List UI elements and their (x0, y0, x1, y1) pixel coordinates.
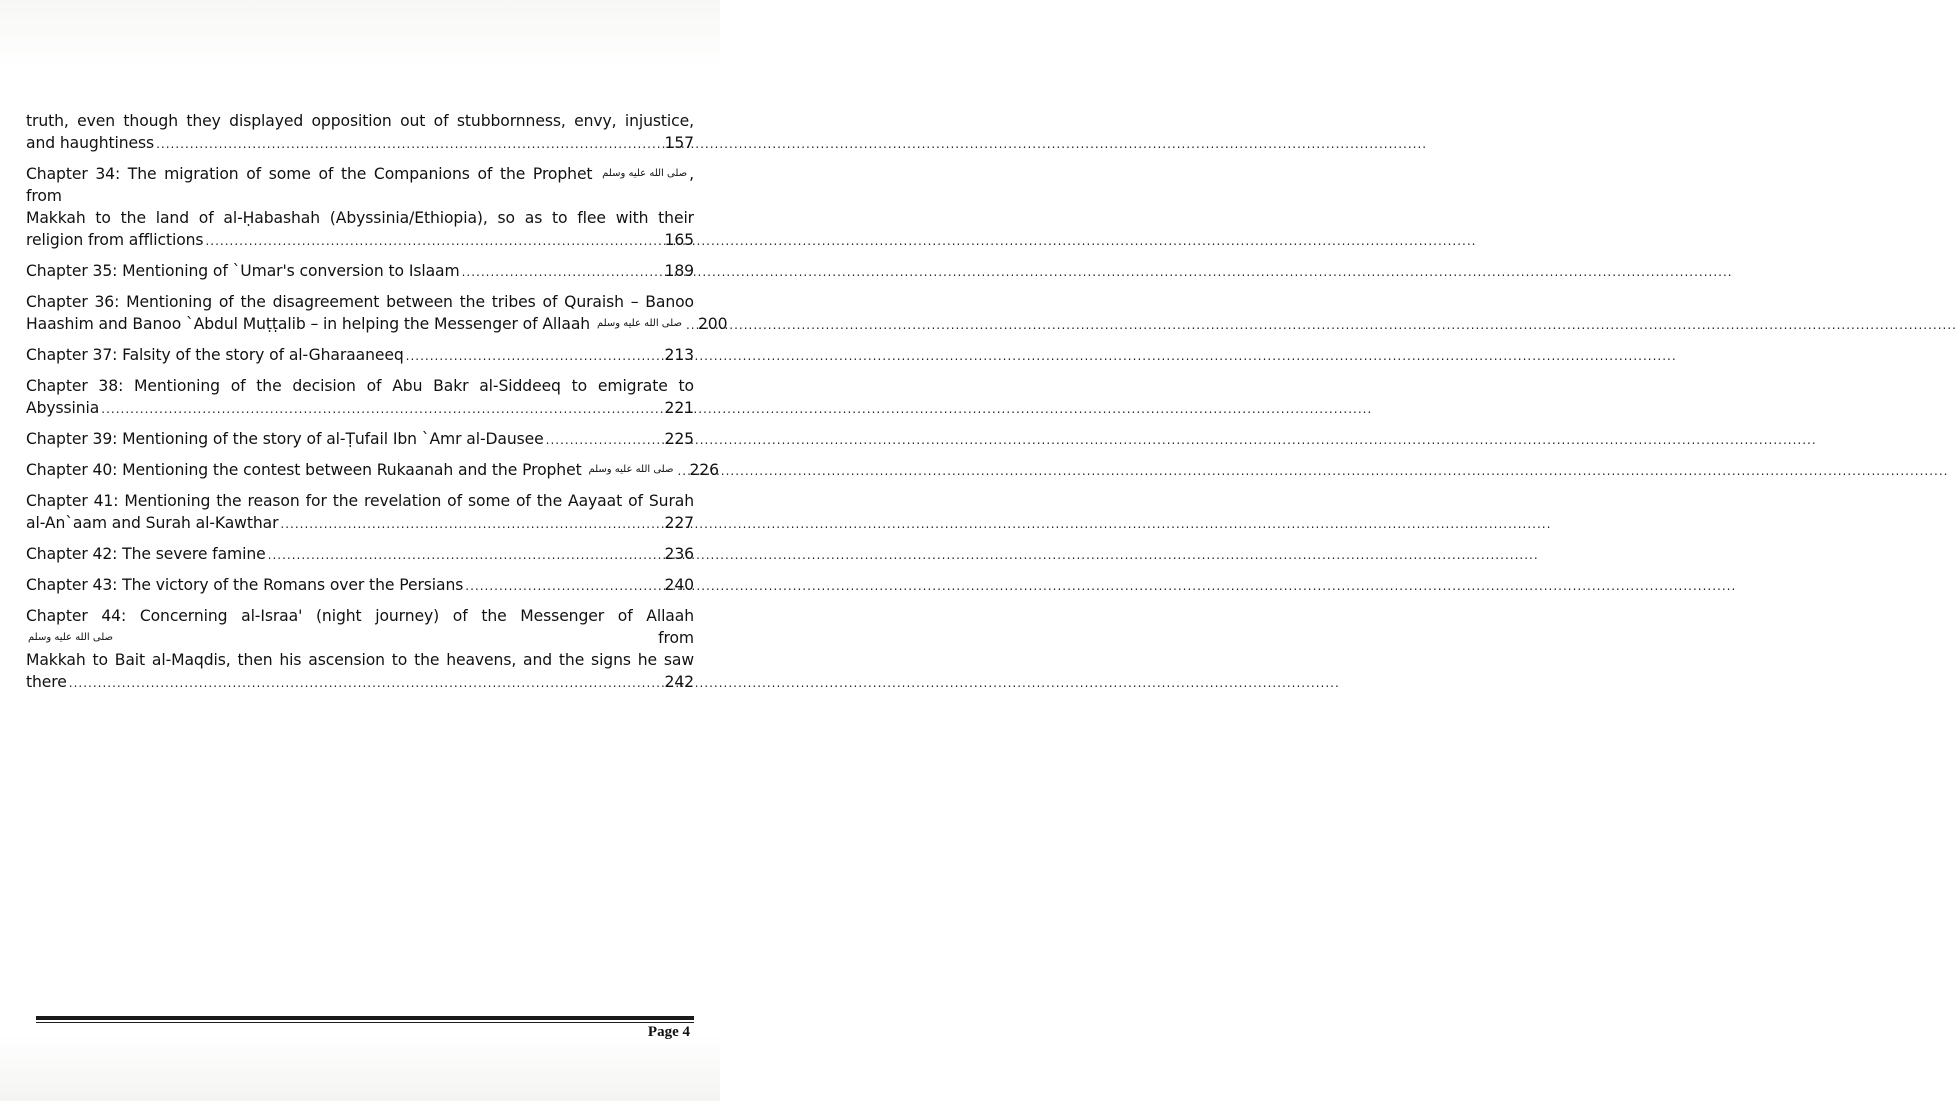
toc-page-number: 236 (664, 545, 694, 563)
dot-leader (546, 429, 663, 451)
toc-entry-final-line (26, 229, 694, 252)
toc-entry (26, 490, 694, 535)
toc-entry-line: Chapter 38: Mentioning of the decision of Abu Bakr al-Siddeeq to emigrate to (26, 377, 694, 395)
toc-entry-final-line (26, 344, 694, 367)
toc-entry-title: and haughtiness (26, 134, 155, 152)
toc-entry (26, 428, 694, 451)
dot-leader (69, 672, 663, 694)
toc-entry (26, 605, 694, 694)
toc-entry-title: Haashim and Banoo `Abdul Muṭṭalib – in helping the Messenger of Allaah صلى الله عليه وسلم (26, 315, 682, 333)
dot-leader (686, 314, 696, 336)
toc-entry (26, 574, 694, 597)
toc-entry (26, 260, 694, 283)
toc-entry-line: Chapter 34: The migration of some of the Companions of the Prophet صلى الله عليه وسلم , from (26, 165, 694, 205)
toc-page-number: 242 (664, 673, 694, 691)
toc-page-number: 213 (664, 346, 694, 364)
salutation-glyph: صلى الله عليه وسلم (28, 632, 113, 643)
toc-page-number: 226 (689, 461, 719, 479)
toc-entry-title: there (26, 673, 67, 691)
table-of-contents (26, 110, 728, 702)
toc-entry (26, 163, 694, 252)
toc-page-number: 221 (664, 399, 694, 417)
page-number: Page 4 (647, 1024, 690, 1040)
toc-entry (26, 291, 728, 336)
toc-entry-title: Chapter 39: Mentioning of the story of al-Ṭufail Ibn `Amr al-Dausee (26, 430, 544, 448)
toc-entry-title: Abyssinia (26, 399, 100, 417)
toc-page-number: 240 (664, 576, 694, 594)
dot-leader (268, 544, 663, 566)
toc-page-number: 165 (664, 231, 694, 249)
toc-entry-final-line (26, 543, 694, 566)
toc-entry-final-line (26, 397, 694, 420)
toc-entry-title: Chapter 43: The victory of the Romans over the Persians (26, 576, 464, 594)
toc-entry (26, 375, 694, 420)
toc-entry-final-line (26, 428, 694, 451)
dot-leader (280, 513, 662, 535)
footer-rule-thin (36, 1022, 694, 1023)
toc-page-number: 200 (697, 315, 728, 333)
toc-entry-title: Chapter 42: The severe famine (26, 545, 266, 563)
salutation-glyph: صلى الله عليه وسلم (596, 318, 682, 329)
document-page (0, 0, 728, 1101)
toc-entry-line: truth, even though they displayed opposition out of stubbornness, envy, injustice, (26, 112, 694, 130)
dot-leader (205, 230, 662, 252)
toc-entry (26, 459, 719, 482)
toc-entry-final-line (26, 459, 719, 482)
toc-entry-final-line (26, 512, 694, 535)
toc-entry-title: al-An`aam and Surah al-Kawthar (26, 514, 279, 532)
toc-entry-line: Chapter 41: Mentioning the reason for the revelation of some of the Aayaat of Surah (26, 492, 694, 510)
dot-leader (677, 460, 687, 482)
toc-entry (26, 543, 694, 566)
toc-entry (26, 344, 694, 367)
toc-entry-title: religion from afflictions (26, 231, 204, 249)
toc-entry-final-line (26, 574, 694, 597)
toc-entry-line: Chapter 44: Concerning al-Israa' (night journey) of the Messenger of Allaah صلى الله عليه وسلم from (26, 607, 694, 647)
toc-page-number: 225 (664, 430, 694, 448)
toc-entry-line: Makkah to Bait al-Maqdis, then his ascension to the heavens, and the signs he saw (26, 651, 694, 669)
toc-entry-title: Chapter 37: Falsity of the story of al-Gharaaneeq (26, 346, 404, 364)
toc-entry-line: Chapter 36: Mentioning of the disagreement between the tribes of Quraish – Banoo (26, 293, 694, 311)
toc-entry-final-line (26, 313, 728, 336)
salutation-glyph: صلى الله عليه وسلم (602, 168, 688, 179)
footer-rule (36, 1016, 694, 1020)
toc-page-number: 189 (664, 262, 694, 280)
toc-entry-final-line (26, 260, 694, 283)
toc-entry-title: Chapter 35: Mentioning of `Umar's conversion to Islaam (26, 262, 460, 280)
toc-entry-line: Makkah to the land of al-Ḥabashah (Abyssinia/Ethiopia), so as to flee with their (26, 209, 694, 227)
toc-entry-final-line (26, 671, 694, 694)
toc-entry (26, 110, 694, 155)
toc-page-number: 157 (664, 134, 694, 152)
dot-leader (101, 398, 662, 420)
dot-leader (156, 133, 662, 155)
toc-entry-title: Chapter 40: Mentioning the contest between Rukaanah and the Prophet صلى الله عليه وسلم (26, 461, 674, 479)
dot-leader (462, 261, 663, 283)
dot-leader (406, 345, 663, 367)
dot-leader (465, 575, 662, 597)
toc-entry-final-line (26, 132, 694, 155)
salutation-glyph: صلى الله عليه وسلم (588, 464, 674, 475)
toc-page-number: 227 (664, 514, 694, 532)
